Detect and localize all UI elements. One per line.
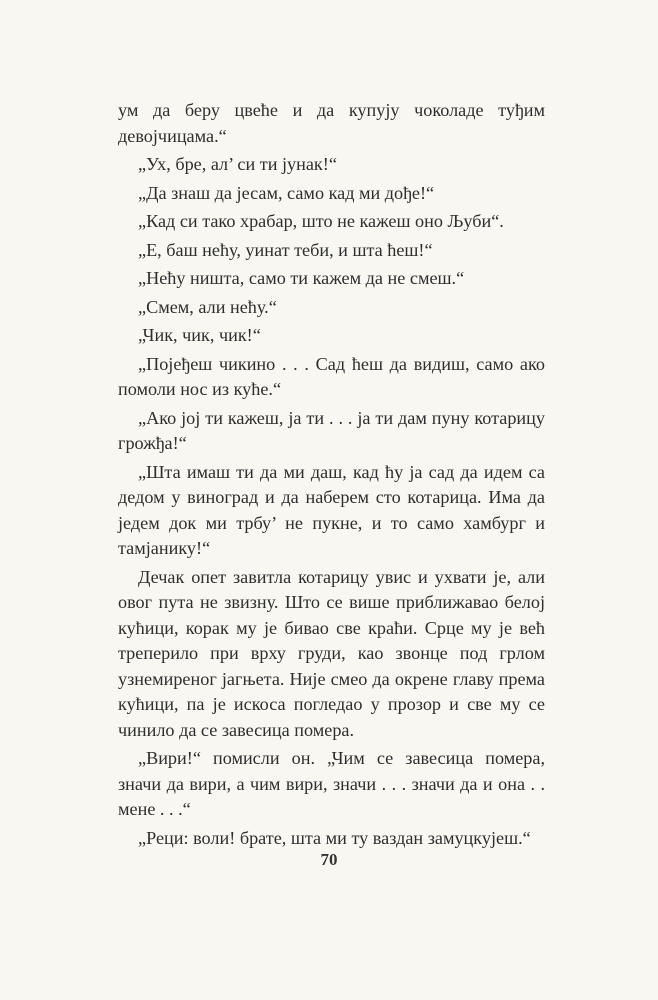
paragraph: „Ух, бре, ал’ си ти јунак!“ — [138, 154, 337, 174]
paragraph: Дечак опет завитла котарицу увис и ухвати је, али овог пута не звизну. Што се више приближавао белој кућици, корак му је бивао све краћи. Срце му је већ треперило при врху груди, као звонце под грлом узнемиреног јагњета. Није смео да окрене главу према кућици, па је искоса погледао у прозор и све му се чинило да се завесица помера. — [118, 566, 545, 740]
paragraph: „Реци: воли! брате, шта ми ту ваздан замуцкујеш.“ — [138, 827, 531, 848]
paragraph: „Шта имаш ти да ми даш, кад ћу ја сад да идем са дедом у виноград и да наберем сто котарица. Има да једем док ми трбу’ не пукне, и то само хамбург и тамјанику!“ — [118, 461, 545, 558]
paragraph: „Нећу ништа, само ти кажем да не смеш.“ — [138, 268, 465, 288]
paragraph: „Чик, чик, чик!“ — [138, 325, 261, 345]
paragraph: „Да знаш да јесам, само кад ми дође!“ — [138, 182, 435, 203]
paragraph: ум да беру цвеће и да купују чоколаде туђим девојчицама.“ — [118, 100, 545, 146]
page-number: 70 — [320, 850, 338, 869]
paragraph: „Вири!“ помисли он. „Чим се завесица помера, значи да вири, а чим вири, значи . . . значи да и она . . мене . . .“ — [118, 748, 545, 819]
paragraph: „Смем, али нећу.“ — [138, 296, 277, 317]
paragraph: „Појеђеш чикино . . . Сад ћеш да видиш, само ако помоли нос из куће.“ — [118, 353, 545, 399]
page-body-text — [118, 98, 545, 854]
paragraph: „Е, баш нећу, уинат теби, и шта ћеш!“ — [138, 239, 433, 260]
paragraph: „Кад си тако храбар, што не кажеш оно Љуби“. — [138, 211, 504, 231]
paragraph: „Ако јој ти кажеш, ја ти . . . ја ти дам пуну котарицу грожђа!“ — [118, 407, 545, 453]
